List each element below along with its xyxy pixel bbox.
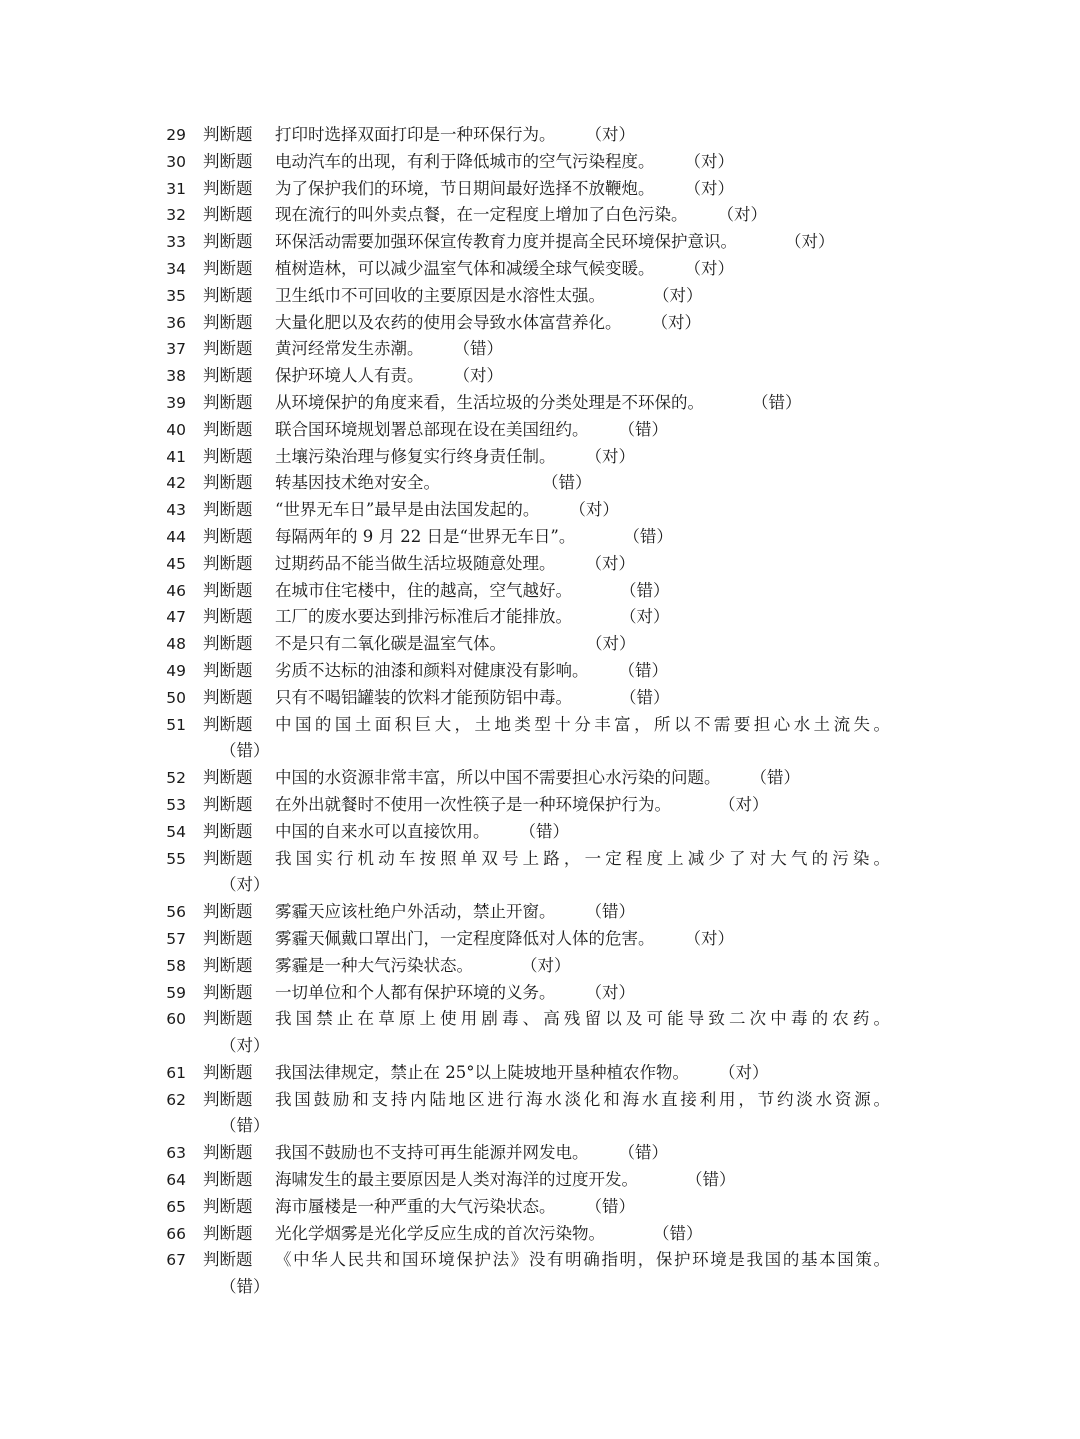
question-answer: （错）	[220, 1277, 270, 1297]
question-number: 30	[166, 152, 186, 171]
question-row	[0, 470, 1080, 497]
question-number: 54	[166, 822, 186, 841]
question-statement: 中国的水资源非常丰富，所以中国不需要担心水污染的问题。	[275, 768, 721, 788]
question-answer: （错）	[585, 902, 635, 922]
question-row	[0, 685, 1080, 712]
question-answer: （错）	[752, 392, 802, 412]
question-row	[0, 658, 1080, 685]
question-row	[0, 631, 1080, 658]
question-text	[275, 899, 890, 926]
question-type: 判断题	[203, 178, 253, 198]
question-text	[275, 417, 890, 444]
question-type: 判断题	[203, 366, 253, 386]
question-text	[275, 283, 890, 310]
question-type: 判断题	[203, 1143, 253, 1163]
question-row	[0, 1060, 1080, 1087]
question-text	[275, 792, 890, 819]
question-type: 判断题	[203, 258, 253, 278]
question-number: 61	[166, 1063, 186, 1082]
question-type: 判断题	[203, 1196, 253, 1216]
question-statement: 《中华人民共和国环境保护法》没有明确指明，保护环境是我国的基本国策。	[275, 1250, 890, 1270]
question-row	[0, 980, 1080, 1007]
question-number: 29	[166, 126, 186, 144]
question-row	[0, 1140, 1080, 1167]
question-type: 判断题	[203, 1062, 253, 1082]
question-text	[275, 1087, 890, 1114]
question-statement: 我国不鼓励也不支持可再生能源并网发电。	[275, 1143, 589, 1163]
question-text	[275, 1006, 890, 1033]
question-text	[275, 497, 890, 524]
question-answer: （对）	[684, 151, 734, 171]
question-row	[0, 176, 1080, 203]
question-type: 判断题	[203, 607, 253, 627]
question-number: 34	[166, 259, 186, 278]
question-answer: （错）	[750, 768, 800, 788]
question-answer: （对）	[684, 258, 734, 278]
question-type: 判断题	[203, 902, 253, 922]
question-statement: 在城市住宅楼中，住的越高，空气越好。	[275, 580, 572, 600]
question-row	[0, 765, 1080, 792]
question-row	[0, 792, 1080, 819]
question-statement: 劣质不达标的油漆和颜料对健康没有影响。	[275, 660, 589, 680]
question-type: 判断题	[203, 392, 253, 412]
question-statement: 为了保护我们的环境，节日期间最好选择不放鞭炮。	[275, 178, 655, 198]
question-statement: “世界无车日”最早是由法国发起的。	[275, 500, 540, 520]
question-type: 判断题	[203, 660, 253, 680]
question-number: 63	[166, 1144, 186, 1163]
question-answer: （对）	[684, 178, 734, 198]
question-text	[275, 1140, 890, 1167]
question-statement: 工厂的废水要达到排污标准后才能排放。	[275, 607, 572, 627]
question-type: 判断题	[203, 848, 253, 868]
question-answer: （错）	[620, 687, 670, 707]
question-text	[275, 819, 890, 846]
question-answer: （对）	[220, 1036, 270, 1056]
question-statement: 从环境保护的角度来看，生活垃圾的分类处理是不环保的。	[275, 392, 704, 412]
question-statement: 在外出就餐时不使用一次性筷子是一种环境保护行为。	[275, 794, 671, 814]
question-answer: （对）	[719, 794, 769, 814]
question-answer: （对）	[453, 366, 503, 386]
question-number: 41	[166, 447, 186, 466]
question-type: 判断题	[203, 312, 253, 332]
question-answer: （错）	[453, 339, 503, 359]
question-number: 32	[166, 206, 186, 225]
question-statement: 我国实行机动车按照单双号上路，一定程度上减少了对大气的污染。	[275, 848, 890, 868]
question-type: 判断题	[203, 446, 253, 466]
question-statement: 联合国环境规划署总部现在设在美国纽约。	[275, 419, 589, 439]
question-text	[275, 1221, 890, 1248]
question-number: 31	[166, 179, 186, 198]
question-answer: （对）	[719, 1062, 769, 1082]
question-text	[275, 149, 890, 176]
question-statement: 雾霾天应该杜绝户外活动，禁止开窗。	[275, 902, 556, 922]
question-row	[0, 497, 1080, 524]
question-answer: （错）	[519, 821, 569, 841]
question-text	[275, 1247, 890, 1274]
question-statement: 过期药品不能当做生活垃圾随意处理。	[275, 553, 556, 573]
question-statement: 光化学烟雾是光化学反应生成的首次污染物。	[275, 1223, 605, 1243]
question-answer: （对）	[585, 125, 635, 144]
question-statement: 电动汽车的出现，有利于降低城市的空气污染程度。	[275, 151, 655, 171]
question-number: 57	[166, 929, 186, 948]
question-type: 判断题	[203, 526, 253, 546]
question-type: 判断题	[203, 1170, 253, 1190]
question-answer: （错）	[686, 1170, 736, 1190]
question-statement: 打印时选择双面打印是一种环保行为。	[275, 125, 556, 144]
question-text	[275, 363, 890, 390]
question-type: 判断题	[203, 687, 253, 707]
question-number: 38	[166, 367, 186, 386]
question-row	[0, 1167, 1080, 1194]
question-answer: （对）	[651, 312, 701, 332]
question-statement: 我国禁止在草原上使用剧毒、高残留以及可能导致二次中毒的农药。	[275, 1009, 890, 1029]
question-number: 53	[166, 795, 186, 814]
question-answer: （错）	[542, 473, 592, 493]
question-type: 判断题	[203, 634, 253, 654]
question-statement: 转基因技术绝对安全。	[275, 473, 440, 493]
question-row	[0, 202, 1080, 229]
question-row	[0, 229, 1080, 256]
question-row	[0, 953, 1080, 980]
question-type: 判断题	[203, 125, 253, 144]
question-type: 判断题	[203, 821, 253, 841]
question-answer: （错）	[623, 526, 673, 546]
question-type: 判断题	[203, 982, 253, 1002]
question-number: 65	[166, 1197, 186, 1216]
question-row	[0, 1194, 1080, 1221]
question-type: 判断题	[203, 285, 253, 305]
question-answer: （错）	[220, 1116, 270, 1136]
question-statement: 海市蜃楼是一种严重的大气污染状态。	[275, 1196, 556, 1216]
question-row	[0, 444, 1080, 471]
question-text	[275, 202, 890, 229]
question-statement: 黄河经常发生赤潮。	[275, 339, 424, 359]
question-text	[275, 658, 890, 685]
question-type: 判断题	[203, 232, 253, 252]
question-row	[0, 926, 1080, 953]
question-statement: 一切单位和个人都有保护环境的义务。	[275, 982, 556, 1002]
question-row	[0, 363, 1080, 390]
question-type: 判断题	[203, 205, 253, 225]
question-text	[275, 256, 890, 283]
question-answer: （对）	[569, 500, 619, 520]
question-answer: （对）	[620, 607, 670, 627]
question-text	[275, 1167, 890, 1194]
question-number: 33	[166, 233, 186, 252]
question-text	[275, 926, 890, 953]
question-row	[0, 899, 1080, 926]
question-answer: （对）	[684, 928, 734, 948]
question-answer: （对）	[585, 446, 635, 466]
question-text	[275, 1194, 890, 1221]
question-statement: 雾霾天佩戴口罩出门，一定程度降低对人体的危害。	[275, 928, 655, 948]
question-row	[0, 846, 1080, 900]
question-answer: （对）	[785, 232, 835, 252]
question-statement: 中国的国土面积巨大，土地类型十分丰富，所以不需要担心水土流失。	[275, 714, 890, 734]
question-number: 49	[166, 661, 186, 680]
question-number: 36	[166, 313, 186, 332]
question-statement: 卫生纸巾不可回收的主要原因是水溶性太强。	[275, 285, 605, 305]
question-type: 判断题	[203, 580, 253, 600]
question-row	[0, 122, 1080, 149]
question-row	[0, 390, 1080, 417]
question-number: 39	[166, 393, 186, 412]
question-type: 判断题	[203, 1009, 253, 1029]
question-row	[0, 256, 1080, 283]
question-row	[0, 1006, 1080, 1060]
question-answer: （错）	[653, 1223, 703, 1243]
question-number: 55	[166, 849, 186, 868]
question-number: 37	[166, 340, 186, 359]
question-row	[0, 1087, 1080, 1141]
question-number: 35	[166, 286, 186, 305]
question-type: 判断题	[203, 794, 253, 814]
question-type: 判断题	[203, 1089, 253, 1109]
question-number: 44	[166, 527, 186, 546]
question-text	[275, 953, 890, 980]
question-row	[0, 417, 1080, 444]
question-type: 判断题	[203, 339, 253, 359]
question-type: 判断题	[203, 500, 253, 520]
question-text	[275, 336, 890, 363]
question-text	[275, 122, 890, 149]
question-number: 45	[166, 554, 186, 573]
question-statement: 大量化肥以及农药的使用会导致水体富营养化。	[275, 312, 622, 332]
question-statement: 保护环境人人有责。	[275, 366, 424, 386]
question-statement: 我国法律规定，禁止在 25°以上陡坡地开垦种植农作物。	[275, 1062, 689, 1082]
question-number: 66	[166, 1224, 186, 1243]
question-type: 判断题	[203, 419, 253, 439]
question-number: 52	[166, 769, 186, 788]
question-statement: 我国鼓励和支持内陆地区进行海水淡化和海水直接利用，节约淡水资源。	[275, 1089, 890, 1109]
question-text	[275, 444, 890, 471]
question-row	[0, 604, 1080, 631]
question-text	[275, 765, 890, 792]
question-answer: （错）	[618, 660, 668, 680]
question-number: 46	[166, 581, 186, 600]
question-row	[0, 819, 1080, 846]
question-statement: 只有不喝铝罐装的饮料才能预防铝中毒。	[275, 687, 572, 707]
question-row	[0, 1221, 1080, 1248]
question-text	[275, 390, 890, 417]
question-statement: 海啸发生的最主要原因是人类对海洋的过度开发。	[275, 1170, 638, 1190]
question-number: 67	[166, 1251, 186, 1270]
question-number: 59	[166, 983, 186, 1002]
question-row	[0, 1247, 1080, 1301]
question-answer: （错）	[620, 580, 670, 600]
question-text	[275, 310, 890, 337]
question-type: 判断题	[203, 768, 253, 788]
question-text	[275, 980, 890, 1007]
question-text	[275, 524, 890, 551]
question-statement: 每隔两年的 9 月 22 日是“世界无车日”。	[275, 526, 576, 546]
question-statement: 中国的自来水可以直接饮用。	[275, 821, 490, 841]
question-statement: 雾霾是一种大气污染状态。	[275, 955, 473, 975]
question-text	[275, 712, 890, 739]
question-answer: （对）	[585, 553, 635, 573]
question-number: 50	[166, 688, 186, 707]
question-answer: （对）	[586, 634, 636, 654]
question-answer: （错）	[618, 419, 668, 439]
question-text	[275, 470, 890, 497]
question-number: 60	[166, 1010, 186, 1029]
question-statement: 环保活动需要加强环保宣传教育力度并提高全民环境保护意识。	[275, 232, 737, 252]
question-row	[0, 578, 1080, 605]
question-statement: 土壤污染治理与修复实行终身责任制。	[275, 446, 556, 466]
question-type: 判断题	[203, 151, 253, 171]
question-text	[275, 176, 890, 203]
question-number: 43	[166, 501, 186, 520]
question-type: 判断题	[203, 928, 253, 948]
question-answer: （对）	[220, 875, 270, 895]
question-row	[0, 712, 1080, 766]
question-number: 64	[166, 1171, 186, 1190]
question-number: 48	[166, 635, 186, 654]
question-text	[275, 631, 890, 658]
question-number: 62	[166, 1090, 186, 1109]
question-type: 判断题	[203, 955, 253, 975]
question-row	[0, 283, 1080, 310]
question-row	[0, 310, 1080, 337]
question-number: 51	[166, 715, 186, 734]
question-number: 42	[166, 474, 186, 493]
question-type: 判断题	[203, 553, 253, 573]
question-statement: 植树造林，可以减少温室气体和减缓全球气候变暖。	[275, 258, 655, 278]
question-text	[275, 551, 890, 578]
question-answer: （对）	[521, 955, 571, 975]
question-text	[275, 1060, 890, 1087]
question-type: 判断题	[203, 714, 253, 734]
question-row	[0, 524, 1080, 551]
question-answer: （对）	[585, 982, 635, 1002]
question-statement: 现在流行的叫外卖点餐，在一定程度上增加了白色污染。	[275, 205, 688, 225]
question-text	[275, 846, 890, 873]
question-list	[0, 122, 1080, 1301]
question-number: 58	[166, 956, 186, 975]
question-text	[275, 229, 890, 256]
question-row	[0, 551, 1080, 578]
question-row	[0, 336, 1080, 363]
question-answer: （对）	[653, 285, 703, 305]
question-text	[275, 578, 890, 605]
question-answer: （错）	[585, 1196, 635, 1216]
question-answer: （错）	[220, 741, 270, 761]
question-type: 判断题	[203, 1223, 253, 1243]
question-text	[275, 685, 890, 712]
question-answer: （对）	[717, 205, 767, 225]
question-text	[275, 604, 890, 631]
question-type: 判断题	[203, 1250, 253, 1270]
question-number: 40	[166, 420, 186, 439]
question-number: 56	[166, 903, 186, 922]
question-statement: 不是只有二氧化碳是温室气体。	[275, 634, 506, 654]
question-row	[0, 149, 1080, 176]
question-number: 47	[166, 608, 186, 627]
question-type: 判断题	[203, 473, 253, 493]
question-answer: （错）	[618, 1143, 668, 1163]
